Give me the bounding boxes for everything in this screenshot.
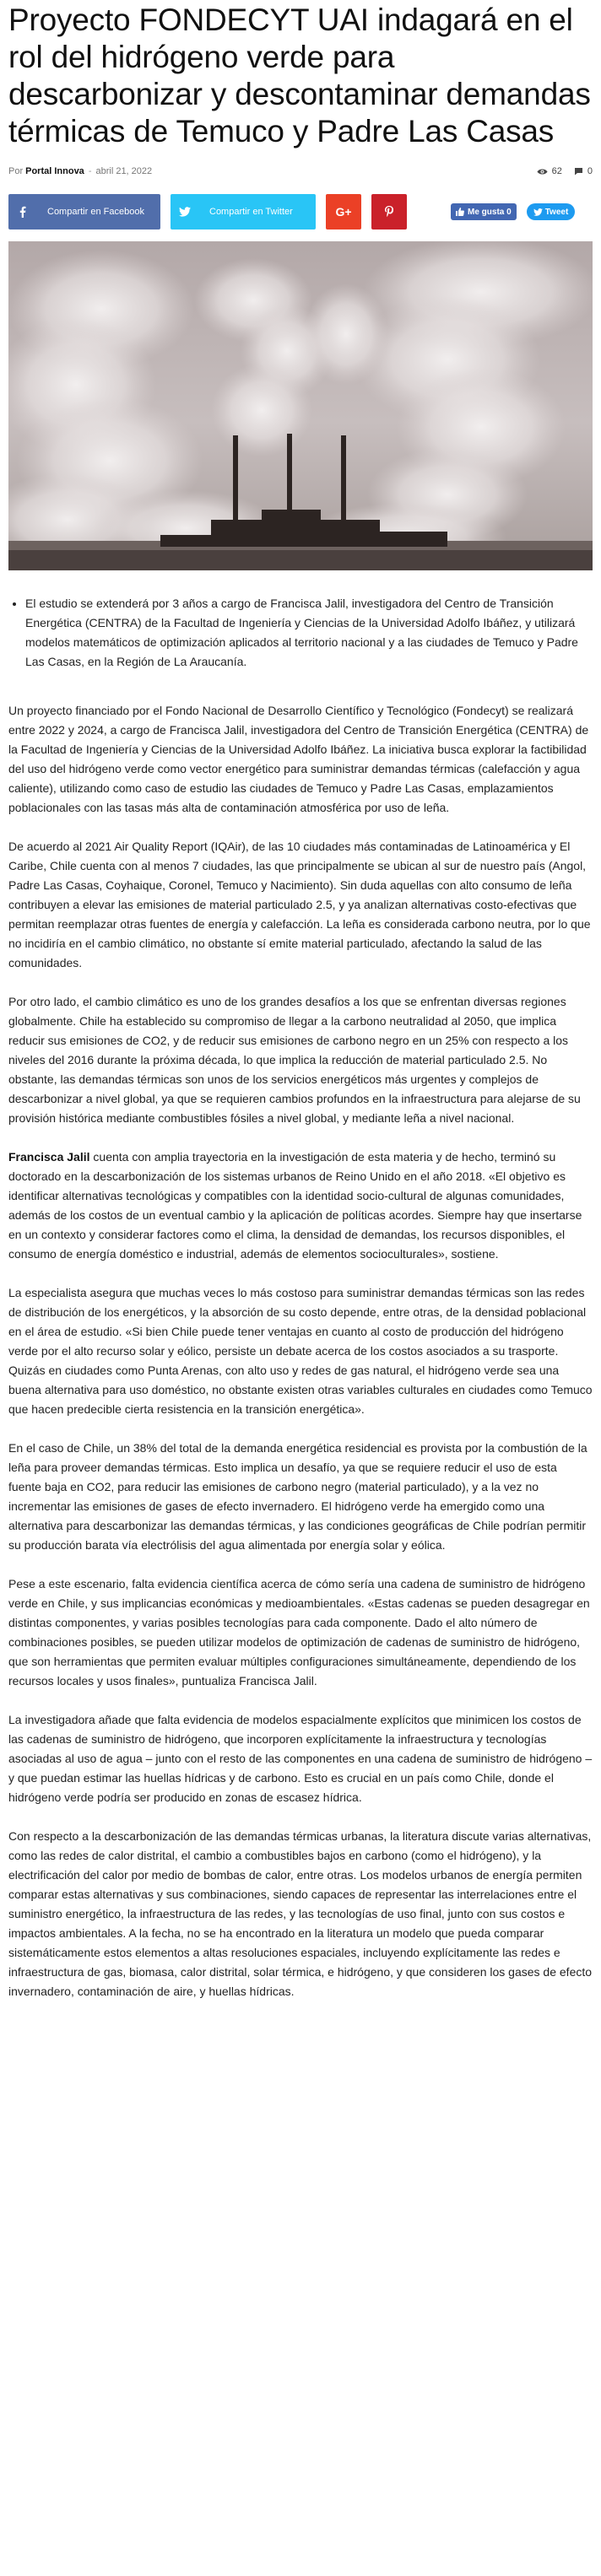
body-paragraph (8, 701, 593, 818)
tweet-label: Tweet (544, 207, 569, 217)
like-label: Me gusta 0 (468, 207, 512, 217)
facebook-like-button[interactable] (451, 203, 517, 220)
paragraph-text: En el caso de Chile, un 38% del total de la demanda energética residencial es provista por la combustión de la leña para proveer demandas térmicas. Esto implica un desafío, ya que se requiere reducir el uso de esta fuente baja en CO2, para reducir las emisiones de carbono negro (material particulado), y a la vez no incrementar las emisiones de gases de efecto invernadero. El hidrógeno verde ha emergido como una alternativa para descarbonizar las demandas térmicas, y las condiciones geográficas de Chile podrían permitir su producción barata vía electrólisis del agua alimentada por energía solar y eólica. (8, 1441, 587, 1552)
facebook-icon (8, 194, 37, 230)
body-paragraph (8, 1827, 593, 2001)
author-link[interactable]: Portal Innova (25, 166, 84, 176)
meta-separator: - (88, 166, 92, 176)
article-body (8, 701, 593, 2001)
pinterest-icon (385, 206, 393, 218)
thumbs-up-icon (456, 208, 464, 216)
twitter-bird-icon (533, 208, 543, 216)
share-googleplus-button[interactable] (326, 194, 361, 230)
body-paragraph (8, 1148, 593, 1264)
comment-icon (574, 167, 583, 176)
share-twitter-button[interactable] (171, 194, 316, 230)
paragraph-text: Un proyecto financiado por el Fondo Nacional de Desarrollo Científico y Tecnológico (Fondecyt) se realizará entre 2022 y 2024, a cargo de Francisca Jalil, investigadora del Centro de Transición Energética (CENTRA) de la Facultad de Ingeniería y Ciencias de la Universidad Adolfo Ibáñez. La iniciativa busca explorar la factibilidad del uso del hidrógeno verde como vector energético para suministrar demandas térmicas (calefacción y agua caliente), utilizando como caso de estudio las ciudades de Temuco y Padre Las Casas, emplazamientos poblacionales con las tasas más alta de contaminación atmosférica por uso de leña. (8, 704, 589, 814)
article-meta (8, 164, 593, 179)
paragraph-text: La especialista asegura que muchas veces lo más costoso para suministrar demandas térmicas son las redes de distribución de los energéticos, y la absorción de su costo depende, entre otras, de la densidad poblacional en el área de estudio. «Si bien Chile puede tener ventajas en cuanto al costo de producción del hidrógeno verde por el alto recurso solar y eólico, persiste un debate acerca de los costos asociados a su trasporte. Quizás en ciudades como Punta Arenas, con alto uso y redes de gas natural, el hidrógeno verde sea una buena alternativa para uso doméstico, no obstante existen otras variables culturales en ciudades como Temuco que hacen predecible cierta resistencia en la transición energética». (8, 1286, 593, 1416)
googleplus-label: G+ (335, 205, 352, 219)
body-paragraph (8, 1283, 593, 1419)
publish-date: abril 21, 2022 (95, 166, 153, 176)
comments-count[interactable] (574, 166, 593, 176)
share-facebook-button[interactable] (8, 194, 160, 230)
paragraph-text: La investigadora añade que falta evidencia de modelos espacialmente explícitos que minimicen los costos de las cadenas de suministro de hidrógeno, que incorporen explícitamente la infraestructura y tecnologías asociadas al uso de agua – junto con el resto de las componentes en una cadena de suministro de hidrógeno – y que puedan estimar las huellas hídricas y de carbono. Esto es crucial en un país como Chile, donde el hidrógeno verde podría ser producido en zonas de escasez hídrica. (8, 1713, 593, 1804)
featured-image-power-plant (8, 241, 593, 570)
summary-bullet: • El estudio se extenderá por 3 años a cargo de Francisca Jalil, investigadora del Centro de Transición Energética (CENTRA) de la Facultad de Ingeniería y Ciencias de la Universidad Adolfo Ibáñez, y utilizará modelos matemáticos de optimización aplicados al territorio nacional y a las ciudades de Temuco y Padre Las Casas, en la Región de La Araucanía. (25, 594, 593, 672)
paragraph-text: Por otro lado, el cambio climático es uno de los grandes desafíos a los que se enfrentan diversas regiones globalmente. Chile ha establecido su compromiso de llegar a la carbono neutralidad al 2050, que implica reducir sus emisiones de CO2, y de reducir sus emisiones de carbono negro en un 25% con respecto a los niveles del 2016 durante la próxima década, lo que implica la reducción de material particulado 2.5. No obstante, las demandas térmicas son unos de los servicios energéticos más urgentes y complejos de descarbonizar a nivel global, ya que se requieren cambios profundos en la infraestructura para alejarse de su provisión histórica mediante combustibles fósiles a nivel global, y mediante leña a nivel nacional. (8, 995, 581, 1125)
summary-bullets (8, 594, 593, 672)
body-paragraph (8, 1439, 593, 1555)
share-twitter-label: Compartir en Twitter (209, 207, 293, 217)
paragraph-text: De acuerdo al 2021 Air Quality Report (IQAir), de las 10 ciudades más contaminadas de Latinoamérica y El Caribe, Chile cuenta con al menos 7 ciudades, las que principalmente se ubican al sur de nuestro país (Angol, Padre Las Casas, Coyhaique, Coronel, Temuco y Nacimiento). Sin duda aquellas con alto consumo de leña contribuyen a elevar las emisiones de material particulado 2.5, y ya analizan alternativas costo-efectivas que permitan reemplazar otras fuentes de energía y calefacción. La leña es considerada carbono neutra, por lo que no incidiría en el cambio climático, no obstante sí emite material particulado, afectando la salud de las comunidades. (8, 840, 591, 969)
body-paragraph (8, 1710, 593, 1807)
views-value: 62 (551, 166, 562, 176)
tweet-button[interactable] (527, 203, 576, 220)
article-stats (537, 166, 593, 176)
eye-icon (537, 168, 548, 176)
paragraph-text: Con respecto a la descarbonización de las demandas térmicas urbanas, la literatura discute varias alternativas, como las redes de calor distrital, el cambio a combustibles bajos en carbono (como el hidrógeno), y la electrificación del calor por medio de bombas de calor, entre otras. Los modelos urbanos de energía permiten comparar estas alternativas y sus combinaciones, siendo capaces de representar las interrelaciones entre el suministro energético, la infraestructura de las redes, y las tecnologías de uso final, junto con sus costos e impactos ambientales. A la fecha, no se ha encontrado en la literatura un modelo que pueda comparar sistemáticamente estos elementos a altas resoluciones espaciales, incluyendo explícitamente las redes e infraestructura de gas, biomasa, calor distrital, solar térmica, e hidrógeno, y que consideren los gases de efecto invernadero, contaminación de aire, y huellas hídricas. (8, 1829, 593, 1998)
body-paragraph (8, 1574, 593, 1691)
page-title: Proyecto FONDECYT UAI indagará en el rol del hidrógeno verde para descarbonizar y descontaminar demandas térmicas de Temuco y Padre Las Casas (8, 3, 591, 149)
twitter-icon (171, 194, 199, 230)
paragraph-text: cuenta con amplia trayectoria en la investigación de esta materia y de hecho, terminó su doctorado en la descarbonización de los sistemas urbanos de Reino Unido en el año 2018. «El objetivo es identificar alternativas tecnológicas y compatibles con la identidad socio-cultural de algunas comunidades, además de los costos de un eventual cambio y la aplicación de políticas acordes. Siempre hay que insertarse en un contexto y considerar factores como el clima, la densidad de demandas, los recursos disponibles, el consumo de energía doméstico e industrial, además de elementos socioculturales», sostiene. (8, 1150, 582, 1261)
by-label: Por (8, 166, 24, 176)
body-paragraph (8, 837, 593, 973)
paragraph-lead: Francisca Jalil (8, 1150, 90, 1164)
share-pinterest-button[interactable] (371, 194, 407, 230)
paragraph-text: Pese a este escenario, falta evidencia científica acerca de cómo sería una cadena de suministro de hidrógeno verde en Chile, y sus implicancias económicas y medioambientales. «Estas cadenas se pueden desagregar en distintas componentes, y varias posibles tecnologías para cada componente. Dado el alto número de combinaciones posibles, se pueden utilizar modelos de optimización de cadenas de suministro de hidrógeno, que son herramientas que permiten evaluar múltiples configuraciones simultáneamente, dependiendo de los recursos locales y usos finales», puntualiza Francisca Jalil. (8, 1577, 590, 1688)
views-count (537, 166, 562, 176)
share-bar (8, 194, 593, 230)
body-paragraph (8, 992, 593, 1128)
share-facebook-label: Compartir en Facebook (47, 207, 144, 217)
comments-value: 0 (587, 166, 593, 176)
